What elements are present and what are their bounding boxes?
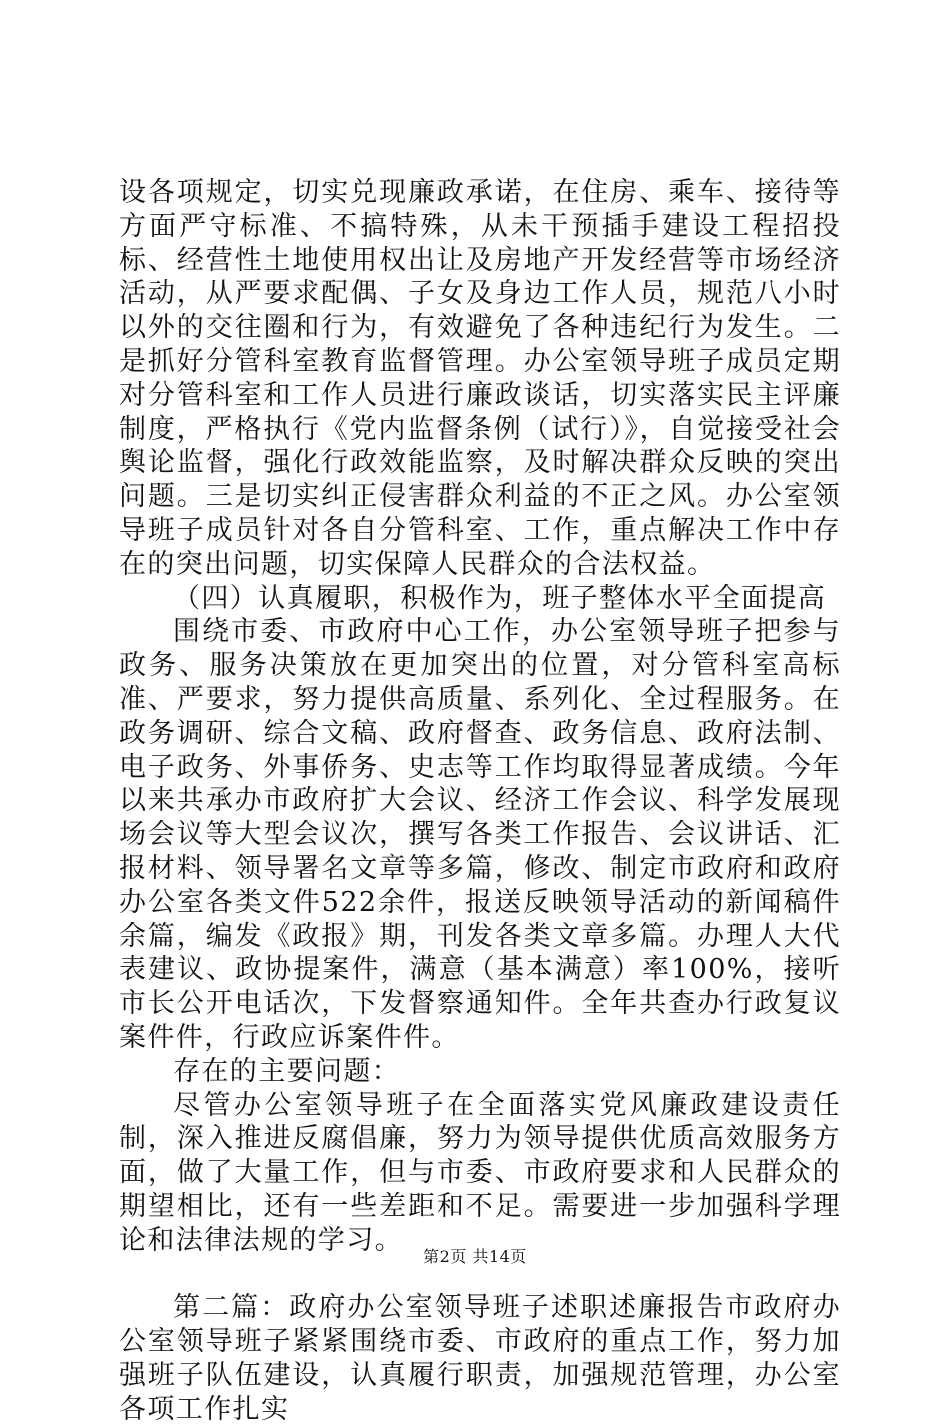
- paragraph-problems-heading: 存在的主要问题：: [173, 1055, 401, 1087]
- paragraph-work-summary: 围绕市委、市政府中心工作，办公室领导班子把参与政务、服务决策放在更加突出的位置，对分管科室高标准、严要求，努力提供高质量、系列化、全过程服务。在政务调研、综合文稿、政府督查、政务信息、政府法制、电子政务、外事侨务、史志等工作均取得显著成绩。今年以来共承办市政府扩大会议、经济工作会议、科学发展现场会议等大型会议次，撰写各类工作报告、会议讲话、汇报材料、领导署名文章等多篇，修改、制定市政府和政府办公室各类文件522余件，报送反映领导活动的新闻稿件余篇，编发《政报》期，刊发各类文章多篇。办理人大代表建议、政协提案件，满意（基本满意）率100%，接听市长公开电话次，下发督察通知件。全年共查办行政复议案件件，行政应诉案件件。: [119, 616, 841, 1053]
- section-heading-four: （四）认真履职，积极作为，班子整体水平全面提高: [173, 582, 827, 614]
- page-number-footer: 第2页 共14页: [423, 1247, 527, 1266]
- document-body: [119, 176, 841, 1426]
- paragraph-continuation: 设各项规定，切实兑现廉政承诺，在住房、乘车、接待等方面严守标准、不搞特殊，从未干预插手建设工程招投标、经营性土地使用权出让及房地产开发经营等市场经济活动，从严要求配偶、子女及身边工作人员，规范八小时以外的交往圈和行为，有效避免了各种违纪行为发生。二是抓好分管科室教育监督管理。办公室领导班子成员定期对分管科室和工作人员进行廉政谈话，切实落实民主评廉制度，严格执行《党内监督条例（试行）》，自觉接受社会舆论监督，强化行政效能监察，及时解决群众反映的突出问题。三是切实纠正侵害群众利益的不正之风。办公室领导班子成员针对各自分管科室、工作，重点解决工作中存在的突出问题，切实保障人民群众的合法权益。: [119, 177, 841, 580]
- paragraph-problems: 尽管办公室领导班子在全面落实党风廉政建设责任制，深入推进反腐倡廉，努力为领导提供优质高效服务方面，做了大量工作，但与市委、市政府要求和人民群众的期望相比，还有一些差距和不足。需要进一步加强科学理论和法律法规的学习。: [119, 1089, 841, 1256]
- paragraph-part-two: 第二篇：政府办公室领导班子述职述廉报告市政府办公室领导班子紧紧围绕市委、市政府的重点工作，努力加强班子队伍建设，认真履行职责，加强规范管理，办公室各项工作扎实: [119, 1292, 841, 1425]
